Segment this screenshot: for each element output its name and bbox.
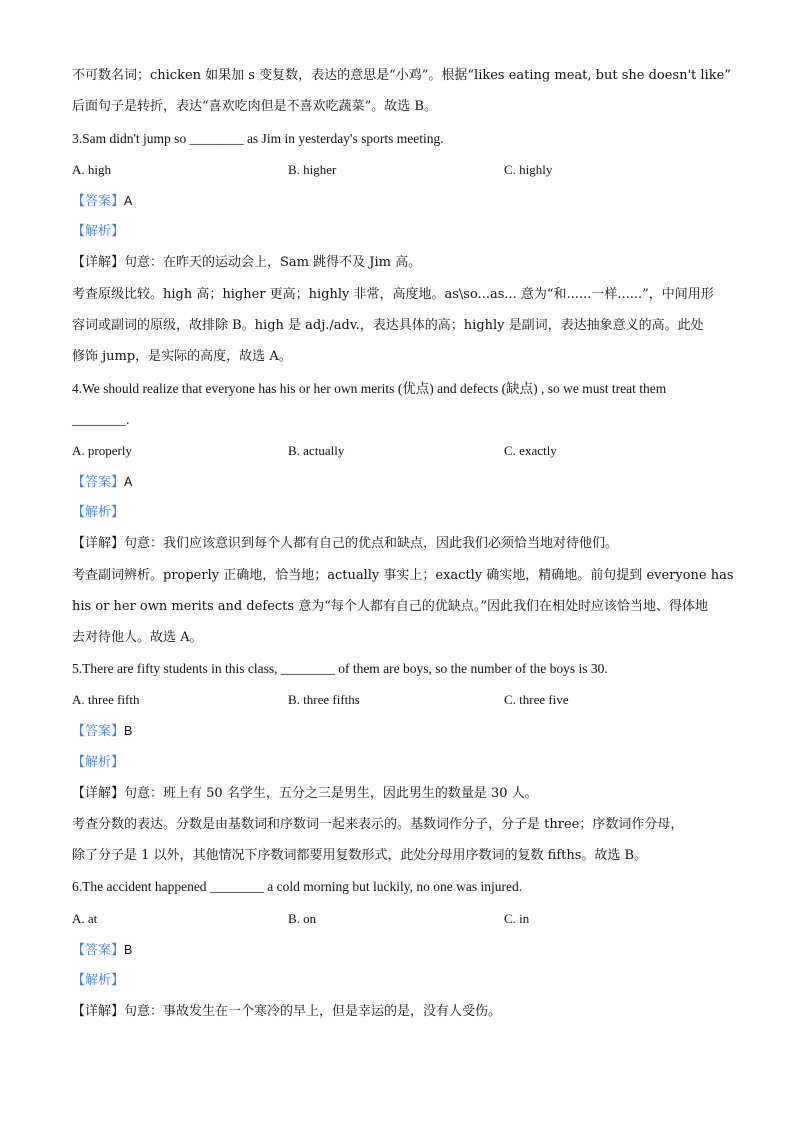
detail-line: [72, 255, 722, 271]
analysis-tag: 【解析】: [72, 755, 125, 770]
option-b: B. actually: [288, 443, 345, 458]
explanation-line: 后面句子是转折，表达“喜欢吃肉但是不喜欢吃蔬菜”。故选 B。: [72, 99, 437, 114]
explanation-line: 去对待他人。故选 A。: [72, 630, 203, 645]
option-c: C. in: [504, 911, 530, 926]
question-3: 3.Sam didn't jump so ________ as Jim in yesterday's sports meeting.: [72, 131, 444, 146]
answer-tag: 【答案】: [72, 943, 125, 958]
explanation-line: 考查原级比较。high 高；higher 更高；highly 非常，高度地。as\so...as... 意为“和......一样......”，中间用形: [72, 287, 714, 302]
option-a: A. at: [72, 911, 98, 926]
detail-text: 句意：事故发生在一个寒冷的早上，但是幸运的是，没有人受伤。: [124, 1004, 502, 1019]
explanation-line: 不可数名词；chicken 如果加 s 变复数，表达的意思是“小鸡”。根据“likes eating meat, but she doesn't like”: [72, 68, 731, 83]
answer-line: [72, 942, 722, 959]
option-a: A. three fifth: [72, 692, 140, 707]
option-c: C. exactly: [504, 443, 557, 458]
explanation-line: 除了分子是 1 以外，其他情况下序数词都要用复数形式，此处分母用序数词的复数 fifths。故选 B。: [72, 848, 648, 863]
answer-line: [72, 723, 722, 740]
explanation-line: 容词或副词的原级，故排除 B。high 是 adj./adv.，表达具体的高；highly 是副词，表达抽象意义的高。此处: [72, 318, 704, 333]
answer-tag: 【答案】: [72, 724, 125, 739]
detail-tag: 【详解】: [72, 786, 125, 801]
explanation-line: 修饰 jump，是实际的高度，故选 A。: [72, 349, 292, 364]
option-b: B. three fifths: [288, 692, 360, 707]
detail-line: [72, 786, 722, 802]
answer-value: A: [124, 475, 133, 489]
analysis-tag: 【解析】: [72, 224, 125, 239]
analysis-tag: 【解析】: [72, 505, 125, 520]
explanation-line: 考查副词辨析。properly 正确地，恰当地；actually 事实上；exactly 确实地，精确地。前句提到 everyone has: [72, 568, 734, 583]
answer-value: A: [124, 194, 133, 208]
detail-tag: 【详解】: [72, 536, 125, 551]
detail-text: 句意：我们应该意识到每个人都有自己的优点和缺点，因此我们必须恰当地对待他们。: [124, 536, 619, 551]
detail-line: [72, 536, 722, 552]
answer-tag: 【答案】: [72, 475, 125, 490]
detail-tag: 【详解】: [72, 1004, 125, 1019]
explanation-line: 考查分数的表达。分数是由基数词和序数词一起来表示的。基数词作分子，分子是 three；序数词作分母，: [72, 817, 684, 832]
answer-value: B: [124, 724, 133, 738]
answer-value: B: [124, 943, 133, 957]
question-4-blank: ________.: [72, 412, 130, 427]
option-c: C. three five: [504, 692, 569, 707]
detail-text: 句意：在昨天的运动会上，Sam 跳得不及 Jim 高。: [124, 255, 422, 270]
detail-tag: 【详解】: [72, 255, 125, 270]
question-6: 6.The accident happened ________ a cold morning but luckily, no one was injured.: [72, 879, 523, 894]
option-b: B. higher: [288, 162, 337, 177]
detail-text: 句意：班上有 50 名学生，五分之三是男生，因此男生的数量是 30 人。: [124, 786, 538, 801]
option-b: B. on: [288, 911, 317, 926]
detail-line: [72, 1004, 722, 1020]
question-4: 4.We should realize that everyone has his or her own merits (优点) and defects (缺点) , so we must treat them: [72, 381, 667, 396]
answer-line: [72, 474, 722, 491]
analysis-tag: 【解析】: [72, 973, 125, 988]
answer-tag: 【答案】: [72, 194, 125, 209]
explanation-line: his or her own merits and defects 意为“每个人都有自己的优缺点。”因此我们在相处时应该恰当地、得体地: [72, 599, 708, 614]
option-a: A. properly: [72, 443, 132, 458]
option-c: C. highly: [504, 162, 553, 177]
question-5: 5.There are fifty students in this class, ________ of them are boys, so the number of the boys is 30.: [72, 661, 608, 676]
option-a: A. high: [72, 162, 111, 177]
answer-line: [72, 193, 722, 210]
